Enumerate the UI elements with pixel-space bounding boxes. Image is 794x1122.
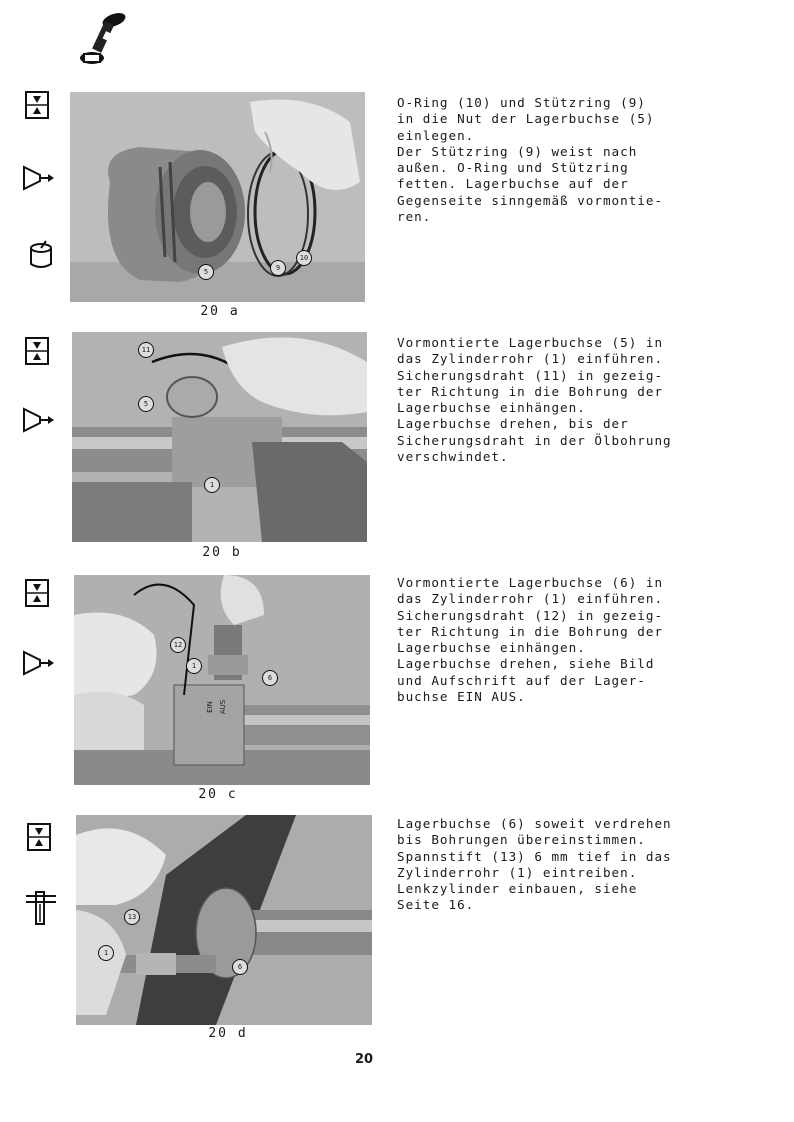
callout-1: 1 [204,477,220,493]
press-in-icon [24,578,50,608]
photo-20b [72,332,367,542]
callout-11: 11 [138,342,154,358]
caption-20c: 20 c [198,787,238,802]
grease-pot-icon [28,240,54,270]
caption-20d: 20 d [208,1026,248,1041]
grease-gun-icon [22,163,56,193]
callout-1: 1 [98,945,114,961]
callout-6: 6 [232,959,248,975]
callout-5: 5 [138,396,154,412]
callout-1: 1 [186,658,202,674]
press-in-icon [26,822,52,852]
photo-label-aus: AUS [219,699,228,715]
callout-6: 6 [262,670,278,686]
depth-gauge-icon [24,890,58,926]
callout-10: 10 [296,250,312,266]
instruction-text-20b: Vormontierte Lagerbuchse (5) in das Zylinderrohr (1) einführen. Sicherungsdraht (11) in gezeig- ter Richtung in die Bohrung der Lagerbuchse einhängen. Lagerbuchse drehen, bis der Sicherungsdraht in der Ölbohrung verschwindet. [397,335,672,465]
grease-gun-icon [22,648,56,678]
photo-20a [70,92,365,302]
instruction-text-20a: O-Ring (10) und Stützring (9) in die Nut der Lagerbuchse (5) einlegen. Der Stützring (9) weist nach außen. O-Ring und Stützring fetten. Lagerbuchse auf der Gegenseite sinngemäß vormontie- ren. [397,95,664,225]
photo-20d [76,815,372,1025]
callout-5: 5 [198,264,214,280]
page-number: 20 [354,1052,374,1067]
caption-20b: 20 b [202,545,242,560]
photo-20c [74,575,370,785]
callout-13: 13 [124,909,140,925]
callout-9: 9 [270,260,286,276]
photo-label-ein: EIN [205,701,214,713]
callout-12: 12 [170,637,186,653]
instruction-text-20c: Vormontierte Lagerbuchse (6) in das Zylinderrohr (1) einführen. Sicherungsdraht (12) in gezeig- ter Richtung in die Bohrung der Lagerbuchse einhängen. Lagerbuchse drehen, siehe Bild und Aufschrift auf der Lager- buchse EIN AUS. [397,575,664,705]
press-in-icon [24,90,50,120]
steering-cylinder-icon [76,8,134,70]
instruction-text-20d: Lagerbuchse (6) soweit verdrehen bis Bohrungen übereinstimmen. Spannstift (13) 6 mm tief in das Zylinderrohr (1) eintreiben. Lenkzylinder einbauen, siehe Seite 16. [397,816,672,913]
press-in-icon [24,336,50,366]
caption-20a: 20 a [200,304,240,319]
grease-gun-icon [22,405,56,435]
